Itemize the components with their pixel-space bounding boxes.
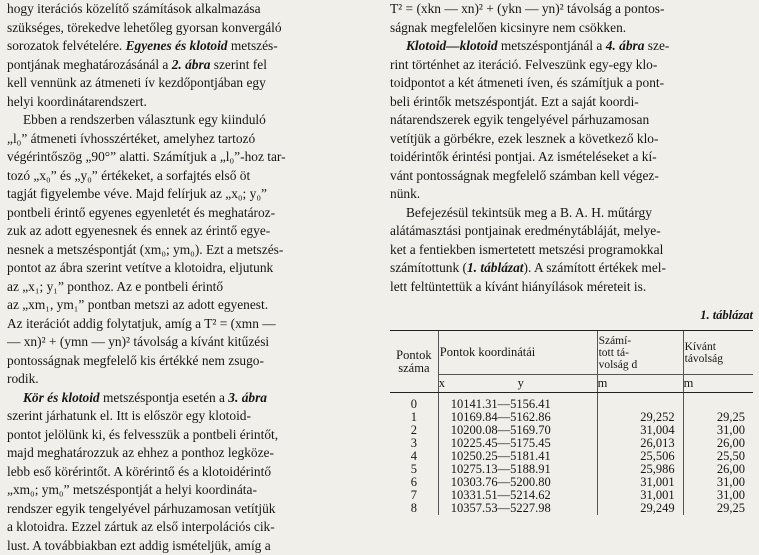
- table-subheader-row: [390, 374, 753, 392]
- table-row: [390, 437, 753, 450]
- header-point-number: [390, 330, 438, 392]
- cell-point-number: 8: [390, 502, 438, 515]
- text-line: rendszer egyik tengelyével párhuzamosan vetítjük: [7, 500, 363, 519]
- results-table: [390, 330, 753, 515]
- cell-calculated-distance: 31,004: [597, 424, 683, 437]
- text-line: hogy iterációs közelítő számítások alkalmazása: [7, 0, 363, 19]
- text-line: „l₀” átmeneti ívhosszértéket, amelyhez tartozó: [7, 130, 363, 149]
- left-column: [7, 0, 363, 555]
- text-line: tagját figyelembe véve. Majd felírjuk az „x₀; y₀”: [7, 185, 363, 204]
- table-row: [390, 424, 753, 437]
- figure-ref: 2. ábra: [172, 57, 211, 72]
- cell-calculated-distance: 31,001: [597, 476, 683, 489]
- table-header-row: [390, 330, 753, 374]
- text-line: számítottunk (1. táblázat). A számított értékek mel-: [390, 259, 753, 278]
- header-text: Pontok: [391, 349, 437, 362]
- subheader-unit-m: m: [597, 374, 683, 392]
- cell-calculated-distance: 26,013: [597, 437, 683, 450]
- cell-point-number: 5: [390, 463, 438, 476]
- text-line: vetítjük a görbékre, ezek lesznek a következő klo-: [390, 130, 753, 149]
- table-row: [390, 502, 753, 515]
- text-line: végérintőszög „90°” alatti. Számítjuk a „l₀”-hoz tar-: [7, 148, 363, 167]
- right-column: [390, 0, 753, 515]
- paragraph-circle-clothoid: [7, 389, 363, 555]
- cell-coordinates: 10250.25—5181.41: [438, 450, 597, 463]
- text-line: nünk.: [390, 185, 753, 204]
- cell-wanted-distance: 25,50: [683, 450, 753, 463]
- text-line: lett feltüntettük a kívánt hiányílások méreteit is.: [390, 278, 753, 297]
- text-line: sorozatok felvételére. Egyenes és klotoid metszés-: [7, 37, 363, 56]
- text-line: Az iterációt addig folytatjuk, amíg a T² = (xmn —: [7, 315, 363, 334]
- text-line: majd meghatározzuk az ehhez a ponthoz legköze-: [7, 444, 363, 463]
- header-text: Számí-: [599, 335, 682, 347]
- header-calculated-distance: [597, 330, 683, 374]
- text-line: vánt pontosságnak megfelelő számban kell végez-: [390, 167, 753, 186]
- table-row: [390, 489, 753, 502]
- text-line: rodik.: [7, 370, 363, 389]
- subheader-x: x: [438, 374, 517, 392]
- header-text: volság d: [599, 359, 682, 371]
- cell-point-number: 0: [390, 392, 438, 411]
- cell-point-number: 6: [390, 476, 438, 489]
- text-line: nátarendszerek egyik tengelyével párhuzamosan: [390, 111, 753, 130]
- emphasis-term: Klotoid—klotoid: [406, 38, 498, 53]
- table-row: [390, 450, 753, 463]
- text-line: ságnak megfelelően kicsinyre nem csökken.: [390, 19, 753, 38]
- text-line: lust. A továbbiakban ezt addig ismételjük, amíg a: [7, 537, 363, 555]
- text-line: alátámasztási pontjainak eredménytábláját, melye-: [390, 222, 753, 241]
- cell-wanted-distance: 31,00: [683, 476, 753, 489]
- text-line: nesnek a metszéspontját (xm₀; ym₀). Ezt a metszés-: [7, 241, 363, 260]
- cell-wanted-distance: 31,00: [683, 424, 753, 437]
- text-line: pontot jelölünk ki, és felvesszük a pontbeli érintőt,: [7, 426, 363, 445]
- paragraph-continuation: [390, 0, 753, 37]
- emphasis-term: Egyenes és klotoid: [126, 38, 228, 53]
- table-row: [390, 392, 753, 411]
- cell-coordinates: 10275.13—5188.91: [438, 463, 597, 476]
- cell-calculated-distance: 25,986: [597, 463, 683, 476]
- text-line: Klotoid—klotoid metszéspontjánál a 4. ábra sze-: [390, 37, 753, 56]
- header-text: távolság: [685, 353, 752, 365]
- text-line: szükséges, törekedve lehetőleg gyorsan konvergáló: [7, 19, 363, 38]
- text-line: az „xm₁, ym₁” pontban metszi az adott egyenest.: [7, 296, 363, 315]
- text-line: „xm₀; ym₀” metszéspontját a helyi koordináta-: [7, 481, 363, 500]
- subheader-y: y: [518, 374, 597, 392]
- text-line: szerint járhatunk el. Itt is először egy klotoid-: [7, 407, 363, 426]
- paragraph-iteration: [7, 111, 363, 389]
- text-line: Kör és klotoid metszéspontja esetén a 3. ábra: [7, 389, 363, 408]
- emphasis-term: Kör és klotoid: [23, 390, 100, 405]
- text-line: rint történhet az iteráció. Felveszünk egy-egy klo-: [390, 56, 753, 75]
- text-line: toidérintők érintési pontjai. Az ismételéseket a kí-: [390, 148, 753, 167]
- cell-calculated-distance: [597, 392, 683, 411]
- text-line: T² = (xkn — xn)² + (ykn — yn)² távolság a pontos-: [390, 0, 753, 19]
- paragraph-conclusion: [390, 204, 753, 297]
- cell-coordinates: 10357.53—5227.98: [438, 502, 597, 515]
- text-line: Ebben a rendszerben választunk egy kiinduló: [7, 111, 363, 130]
- header-text: tott tá-: [599, 347, 682, 359]
- paragraph-intro: [7, 0, 363, 111]
- text-line: — xn)² + (ymn — yn)² távolság a kívánt kitűzési: [7, 333, 363, 352]
- cell-coordinates: 10169.84—5162.86: [438, 411, 597, 424]
- cell-point-number: 4: [390, 450, 438, 463]
- header-text: Kívánt: [685, 341, 752, 353]
- text-line: az „x₁; y₁” ponthoz. Az e pontbeli érintő: [7, 278, 363, 297]
- figure-ref: 3. ábra: [228, 390, 267, 405]
- cell-coordinates: 10331.51—5214.62: [438, 489, 597, 502]
- cell-calculated-distance: 31,001: [597, 489, 683, 502]
- text-line: ket a fentiekben ismertetett metszési programokkal: [390, 241, 753, 260]
- header-coordinates: Pontok koordinátái: [438, 330, 597, 374]
- cell-coordinates: 10141.31—5156.41: [438, 392, 597, 411]
- cell-point-number: 7: [390, 489, 438, 502]
- cell-point-number: 1: [390, 411, 438, 424]
- text-line: tozó „x₀” és „y₀” értékeket, a sorfajtés első öt: [7, 167, 363, 186]
- cell-coordinates: 10303.76—5200.80: [438, 476, 597, 489]
- cell-wanted-distance: 31,00: [683, 489, 753, 502]
- text-line: Befejezésül tekintsük meg a B. A. H. műtárgy: [390, 204, 753, 223]
- cell-coordinates: 10200.08—5169.70: [438, 424, 597, 437]
- text-line: pontbeli érintő egyenes egyenletét és meghatároz-: [7, 204, 363, 223]
- table-row: [390, 463, 753, 476]
- cell-calculated-distance: 29,252: [597, 411, 683, 424]
- text-line: pontot az ábra szerint vetítve a klotoidra, eljutunk: [7, 259, 363, 278]
- table-ref: 1. táblázat: [467, 260, 524, 275]
- paragraph-clothoid-clothoid: [390, 37, 753, 204]
- cell-calculated-distance: 29,249: [597, 502, 683, 515]
- text-line: zuk az adott egyenesnek és ennek az érintő egye-: [7, 222, 363, 241]
- text-line: kell vennünk az átmeneti ív kezdőpontjában egy: [7, 74, 363, 93]
- subheader-unit-m: m: [683, 374, 753, 392]
- table-row: [390, 476, 753, 489]
- text-line: pontjának meghatározásánál a 2. ábra szerint fel: [7, 56, 363, 75]
- cell-wanted-distance: 26,00: [683, 463, 753, 476]
- header-text: száma: [391, 362, 437, 375]
- cell-wanted-distance: 29,25: [683, 502, 753, 515]
- cell-point-number: 3: [390, 437, 438, 450]
- cell-point-number: 2: [390, 424, 438, 437]
- header-wanted-distance: [683, 330, 753, 374]
- cell-wanted-distance: 26,00: [683, 437, 753, 450]
- text-line: lebb eső körérintőt. A körérintő és a klotoidérintő: [7, 463, 363, 482]
- text-line: helyi koordinátarendszert.: [7, 93, 363, 112]
- table-caption: 1. táblázat: [390, 306, 753, 325]
- cell-coordinates: 10225.45—5175.45: [438, 437, 597, 450]
- text-line: a klotoidra. Ezzel zártuk az első interpolációs cik-: [7, 518, 363, 537]
- cell-calculated-distance: 25,506: [597, 450, 683, 463]
- table-body: [390, 392, 753, 515]
- text-line: pontosságnak megfelelő kis értékké nem zsugo-: [7, 352, 363, 371]
- cell-wanted-distance: [683, 392, 753, 411]
- text-line: toidpontot a két átmeneti íven, és számítjuk a pont-: [390, 74, 753, 93]
- table-row: [390, 411, 753, 424]
- text-line: beli érintők metszéspontját. Ezt a saját koordi-: [390, 93, 753, 112]
- figure-ref: 4. ábra: [606, 38, 645, 53]
- cell-wanted-distance: 29,25: [683, 411, 753, 424]
